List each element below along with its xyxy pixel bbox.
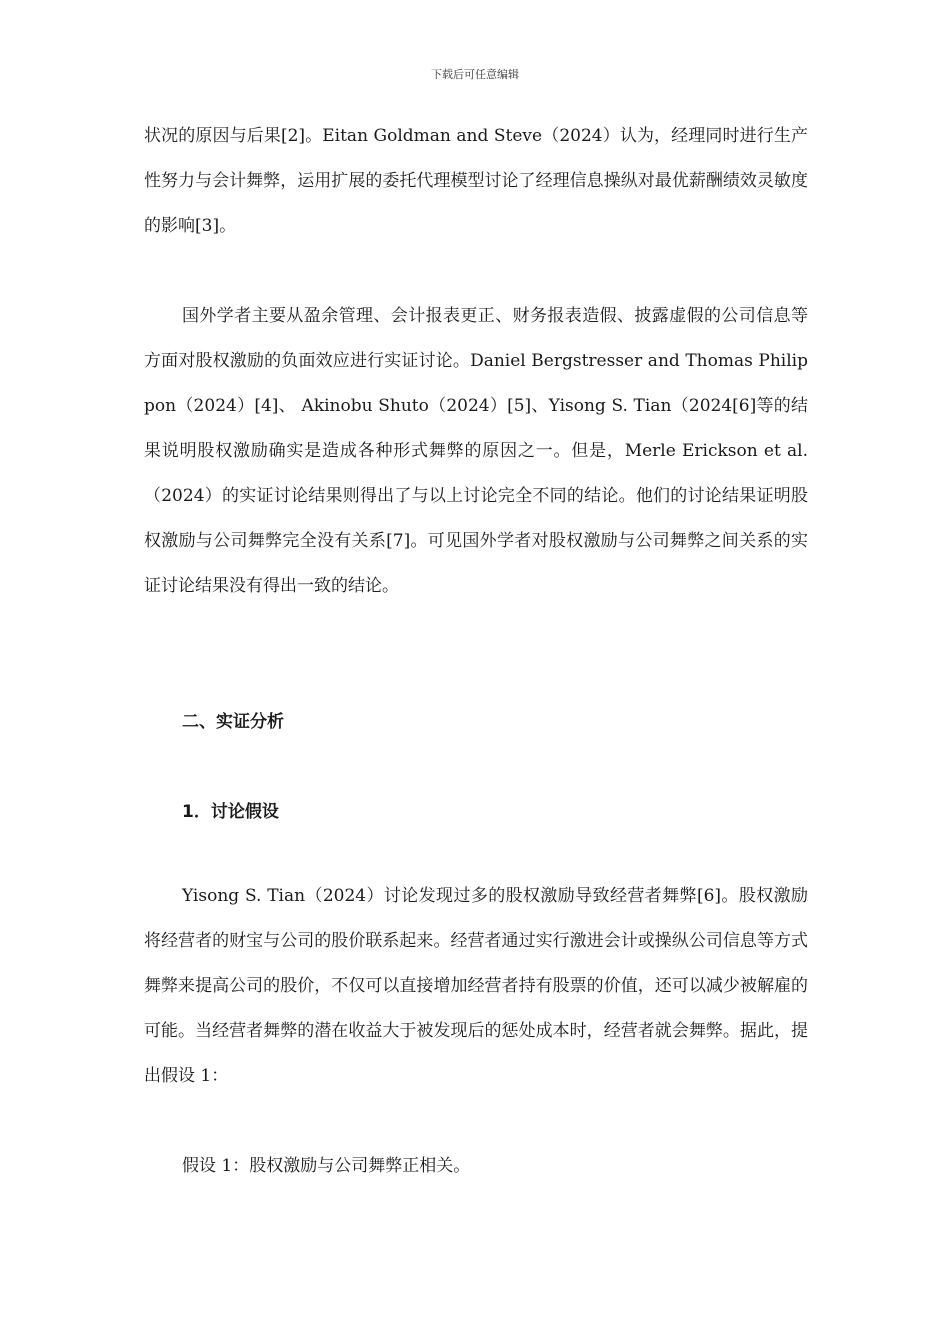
page-header: 下载后可任意编辑	[431, 68, 519, 81]
paragraph-hypothesis-rationale: Yisong S. Tian（2024）讨论发现过多的股权激励导致经营者舞弊[6]。股权激励将经营者的财宝与公司的股价联系起来。经营者通过实行激进会计或操纵公司信息等方式舞弊来提高公司的股价，不仅可以直接增加经营者持有股票的价值，还可以减少被解雇的可能。当经营者舞弊的潜在收益大于被发现后的惩处成本时，经营者就会舞弊。据此，提出假设 1：	[144, 886, 808, 1086]
paragraph-hypothesis-1: 假设 1：股权激励与公司舞弊正相关。	[182, 1156, 471, 1176]
paragraph-continuation: 状况的原因与后果[2]。Eitan Goldman and Steve（2024）认为，经理同时进行生产性努力与会计舞弊，运用扩展的委托代理模型讨论了经理信息操纵对最优薪酬绩效灵敏度的影响[3]。	[144, 126, 808, 236]
subsection-heading: 1．讨论假设	[182, 802, 279, 822]
paragraph-foreign-research: 国外学者主要从盈余管理、会计报表更正、财务报表造假、披露虚假的公司信息等方面对股权激励的负面效应进行实证讨论。Daniel Bergstresser and Thomas Philippon（2024）[4]、 Akinobu Shuto（2024）[5]、Yisong S. Tian（2024[6]等的结果说明股权激励确实是造成各种形式舞弊的原因之一。但是，Merle Erickson et al. （2024）的实证讨论结果则得出了与以上讨论完全不同的结论。他们的讨论结果证明股权激励与公司舞弊完全没有关系[7]。可见国外学者对股权激励与公司舞弊之间关系的实证讨论结果没有得出一致的结论。	[144, 306, 808, 596]
section-heading: 二、实证分析	[182, 712, 284, 732]
